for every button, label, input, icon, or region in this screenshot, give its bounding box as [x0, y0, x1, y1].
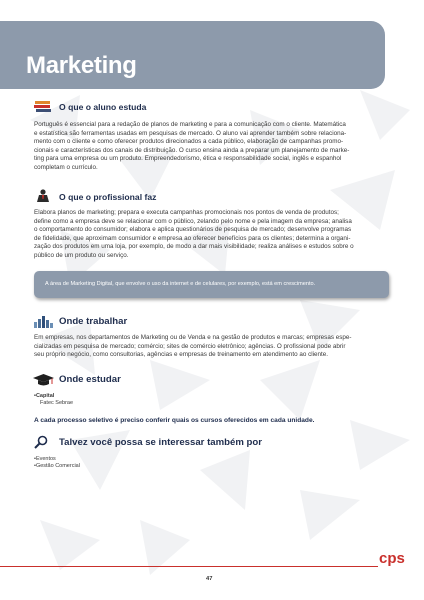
- text-line: e estatística são ferramentas usadas em pesquisas de mercado. O aluno vai aprender também sobre relaciona-: [34, 129, 347, 137]
- text-line: o comportamento do consumidor; elabora e aplica questionários de pesquisa de mercado; desenvolve programas: [34, 226, 352, 234]
- text-line: Em empresas, nos departamentos de Marketing ou de Venda e na gestão de produtos e marcas; empresas espe-: [34, 334, 352, 341]
- svg-text:cps: cps: [379, 550, 405, 567]
- city-icon: [34, 315, 53, 328]
- magnifier-icon: [34, 435, 48, 449]
- section-heading-estuda: O que o aluno estuda: [59, 102, 147, 112]
- text-line: mento com o cliente e como oferecer produtos direcionados a cada público, elaboração de campanhas promo-: [34, 138, 344, 146]
- text-line: completam o currículo.: [34, 163, 98, 171]
- page-subtitle: Eixo Tecnológico: Gestão e Negócios: [27, 90, 133, 97]
- related-courses-list: [34, 456, 80, 470]
- footer-rule: [0, 566, 378, 567]
- text-line: define como a empresa deve se relacionar com o público, zelando pelo nome e pela imagem da empresa; analisa: [34, 217, 352, 225]
- text-line: Elabora planos de marketing; prepara e executa campanhas promocionais nos pontos de venda de produtos;: [34, 209, 339, 216]
- callout-text: A área de Marketing Digital, que envolve o uso da internet e de celulares, por exemplo, está em crescimento.: [45, 281, 316, 287]
- books-icon: [34, 100, 52, 113]
- list-item: Fatec Sebrae: [40, 400, 74, 406]
- selection-note: A cada processo seletivo é preciso conferir quais os cursos oferecidos em cada unidade.: [34, 417, 315, 424]
- text-line: de fidelidade, que aproximam consumidor e empresa ao oferecer benefícios para os clientes; determina a organi-: [34, 234, 351, 242]
- section-heading-trabalhar: Onde trabalhar: [59, 316, 128, 327]
- text-line: zação dos produtos em uma loja, por exemplo, de modo a dar mais visibilidade; realiza análises e estudos sobre o: [34, 243, 354, 251]
- text-line: público de um produto ou serviço.: [34, 251, 129, 259]
- page-number: 47: [206, 576, 213, 582]
- section-text-faz: [34, 209, 391, 261]
- text-line: cionais e características dos canais de distribuição. O curso ensina ainda a preparar um planejamento de marke-: [34, 146, 350, 154]
- callout-box: [34, 271, 389, 298]
- section-text-trabalhar: [34, 334, 391, 360]
- cps-logo: [378, 548, 408, 570]
- list-item: • Capital: [34, 393, 73, 400]
- text-line: cializadas em pesquisa de mercado; comércio; sites de comércio eletrônico; agências. O profissional pode abrir: [34, 342, 346, 350]
- text-line: ting para uma empresa ou um produto. Empreendedorismo, ética e responsabilidade social, inglês e espanhol: [34, 155, 342, 163]
- list-item: • Gestão Comercial: [34, 463, 80, 470]
- title-banner: [0, 21, 385, 97]
- section-heading-estudar: Onde estudar: [59, 374, 121, 385]
- text-line: Português é essencial para a redação de planos de marketing e para a comunicação com o cliente. Matemática: [34, 121, 346, 128]
- study-location-list: [34, 393, 73, 407]
- text-line: seu próprio negócio, como consultorias, agências e empresas de treinamento em atendimento ao cliente.: [34, 351, 329, 359]
- section-heading-faz: O que o profissional faz: [59, 192, 157, 202]
- list-item: • Eventos: [34, 456, 80, 463]
- page-title: Marketing: [26, 52, 137, 79]
- professional-icon: [36, 189, 50, 202]
- section-heading-interesse: Talvez você possa se interessar também por: [59, 437, 262, 448]
- graduation-cap-icon: [33, 374, 54, 386]
- section-text-estuda: [34, 121, 391, 173]
